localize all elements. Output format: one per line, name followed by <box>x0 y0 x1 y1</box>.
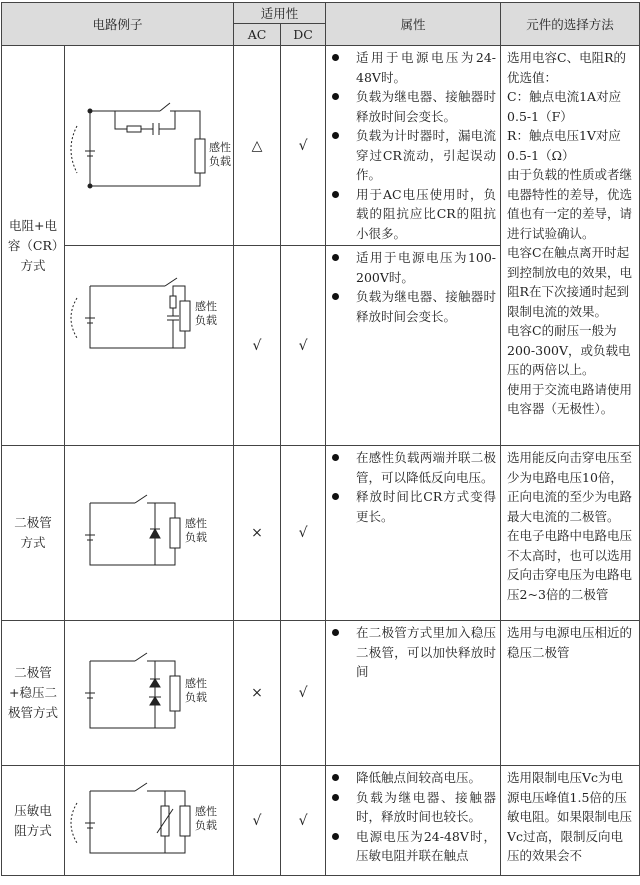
svg-text:感性: 感性 <box>185 517 207 530</box>
selection-text: 电容C在触点离开时起到控制放电的效果，电阻R在下次接通时起到限制电流的效果。 <box>507 245 633 319</box>
row-name-diode: 二极管方式 <box>2 446 65 621</box>
selection-text: 使用于交流电路请使用电容器（无极性）。 <box>507 381 633 416</box>
cr-circuit-icon <box>65 91 233 201</box>
header-circuit-example: 电路例子 <box>2 3 234 46</box>
property-item: 降低触点间较高电压。 <box>326 768 500 788</box>
row-name-varistor: 压敏电阻方式 <box>2 766 65 876</box>
selection-text: 选用能反向击穿电压至少为电路电压10倍，正向电流的至少为电路最大电流的二极管。 <box>507 450 633 524</box>
property-item: 适用于电源电压为100-200V时。 <box>326 248 500 287</box>
dc-applicability: √ <box>281 246 326 446</box>
svg-text:感性: 感性 <box>209 140 231 154</box>
svg-text:感性: 感性 <box>185 676 207 690</box>
svg-text:负载: 负载 <box>185 690 207 704</box>
ac-applicability: √ <box>234 246 281 446</box>
dc-applicability: √ <box>281 621 326 766</box>
circuit-diagram-diode <box>65 446 234 621</box>
properties-cell <box>326 46 501 246</box>
selection-text: 电容C的耐压一般为200-300V，或负载电压的两倍以上。 <box>507 323 631 377</box>
selection-text: 在电子电路中电路电压不太高时，也可以选用反向击穿电压为电路电压2~3倍的二极管 <box>507 528 633 602</box>
selection-text: 由于负载的性质或者继电器特性的差导，优选值也有一定的差导，请进行试验确认。 <box>507 167 633 241</box>
ac-applicability: √ <box>234 766 281 876</box>
selection-cell-cr <box>501 46 640 446</box>
property-item: 负载为计时器时，漏电流穿过CR流动，引起误动作。 <box>326 126 500 185</box>
circuit-diagram-cr-1 <box>65 46 234 246</box>
selection-text: C：触点电流1A对应0.5-1（F） <box>507 89 622 124</box>
svg-text:负载: 负载 <box>185 531 207 544</box>
selection-cell-varistor <box>501 766 640 876</box>
selection-text: 选用限制电压Vc为电源电压峰值1.5倍的压敏电阻。如果限制电压Vc过高，限制反向电压的效果会不 <box>507 770 633 863</box>
circuit-diagram-varistor <box>65 766 234 876</box>
row-name-cr: 电阻+电容（CR）方式 <box>2 46 65 446</box>
ac-applicability: × <box>234 446 281 621</box>
header-dc: DC <box>281 24 326 46</box>
selection-text: R：触点电压1V对应0.5-1（Ω） <box>507 128 621 163</box>
property-item: 释放时间比CR方式变得更长。 <box>326 487 500 526</box>
properties-cell <box>326 246 501 446</box>
property-item: 负载为继电器、接触器时，释放时间也较长。 <box>326 788 500 827</box>
row-name-zener: 二极管+稳压二极管方式 <box>2 621 65 766</box>
selection-cell-diode <box>501 446 640 621</box>
svg-text:负载: 负载 <box>209 154 231 168</box>
header-properties: 属性 <box>326 3 501 46</box>
selection-cell-zener <box>501 621 640 766</box>
property-item: 电源电压为24-48V时，压敏电阻并联在触点 <box>326 827 500 866</box>
selection-text: 选用电容C、电阻R的优选值： <box>507 50 627 85</box>
header-ac: AC <box>234 24 281 46</box>
surge-suppression-table <box>1 2 640 876</box>
diode-circuit-icon <box>65 493 233 573</box>
property-item: 负载为继电器、接触器时释放时间会变长。 <box>326 287 500 326</box>
properties-cell <box>326 446 501 621</box>
selection-text: 选用与电源电压相近的稳压二极管 <box>507 625 633 660</box>
property-item: 负载为继电器、接触器时释放时间会变长。 <box>326 87 500 126</box>
circuit-diagram-cr-2 <box>65 246 234 446</box>
header-applicability: 适用性 <box>234 3 326 24</box>
dc-applicability: √ <box>281 766 326 876</box>
property-item: 在感性负载两端并联二极管，可以降低反向电压。 <box>326 448 500 487</box>
dc-applicability: √ <box>281 446 326 621</box>
header-selection: 元件的选择方法 <box>501 3 640 46</box>
property-item: 在二极管方式里加入稳压二极管，可以加快释放时间 <box>326 623 500 682</box>
zener-circuit-icon <box>65 651 233 736</box>
ac-applicability: × <box>234 621 281 766</box>
properties-cell <box>326 621 501 766</box>
varistor-circuit-icon <box>65 781 233 861</box>
dc-applicability: √ <box>281 46 326 246</box>
cr-parallel-circuit-icon <box>65 276 233 356</box>
svg-text:感性: 感性 <box>195 804 217 818</box>
svg-text:负载: 负载 <box>195 818 217 832</box>
property-item: 用于AC电压使用时，负载的阻抗应比CR的阻抗小很多。 <box>326 185 500 244</box>
circuit-diagram-zener <box>65 621 234 766</box>
property-item: 适用于电源电压为24-48V时。 <box>326 48 500 87</box>
ac-applicability: △ <box>234 46 281 246</box>
svg-text:感性: 感性 <box>195 300 217 313</box>
svg-text:负载: 负载 <box>195 314 217 327</box>
properties-cell <box>326 766 501 876</box>
